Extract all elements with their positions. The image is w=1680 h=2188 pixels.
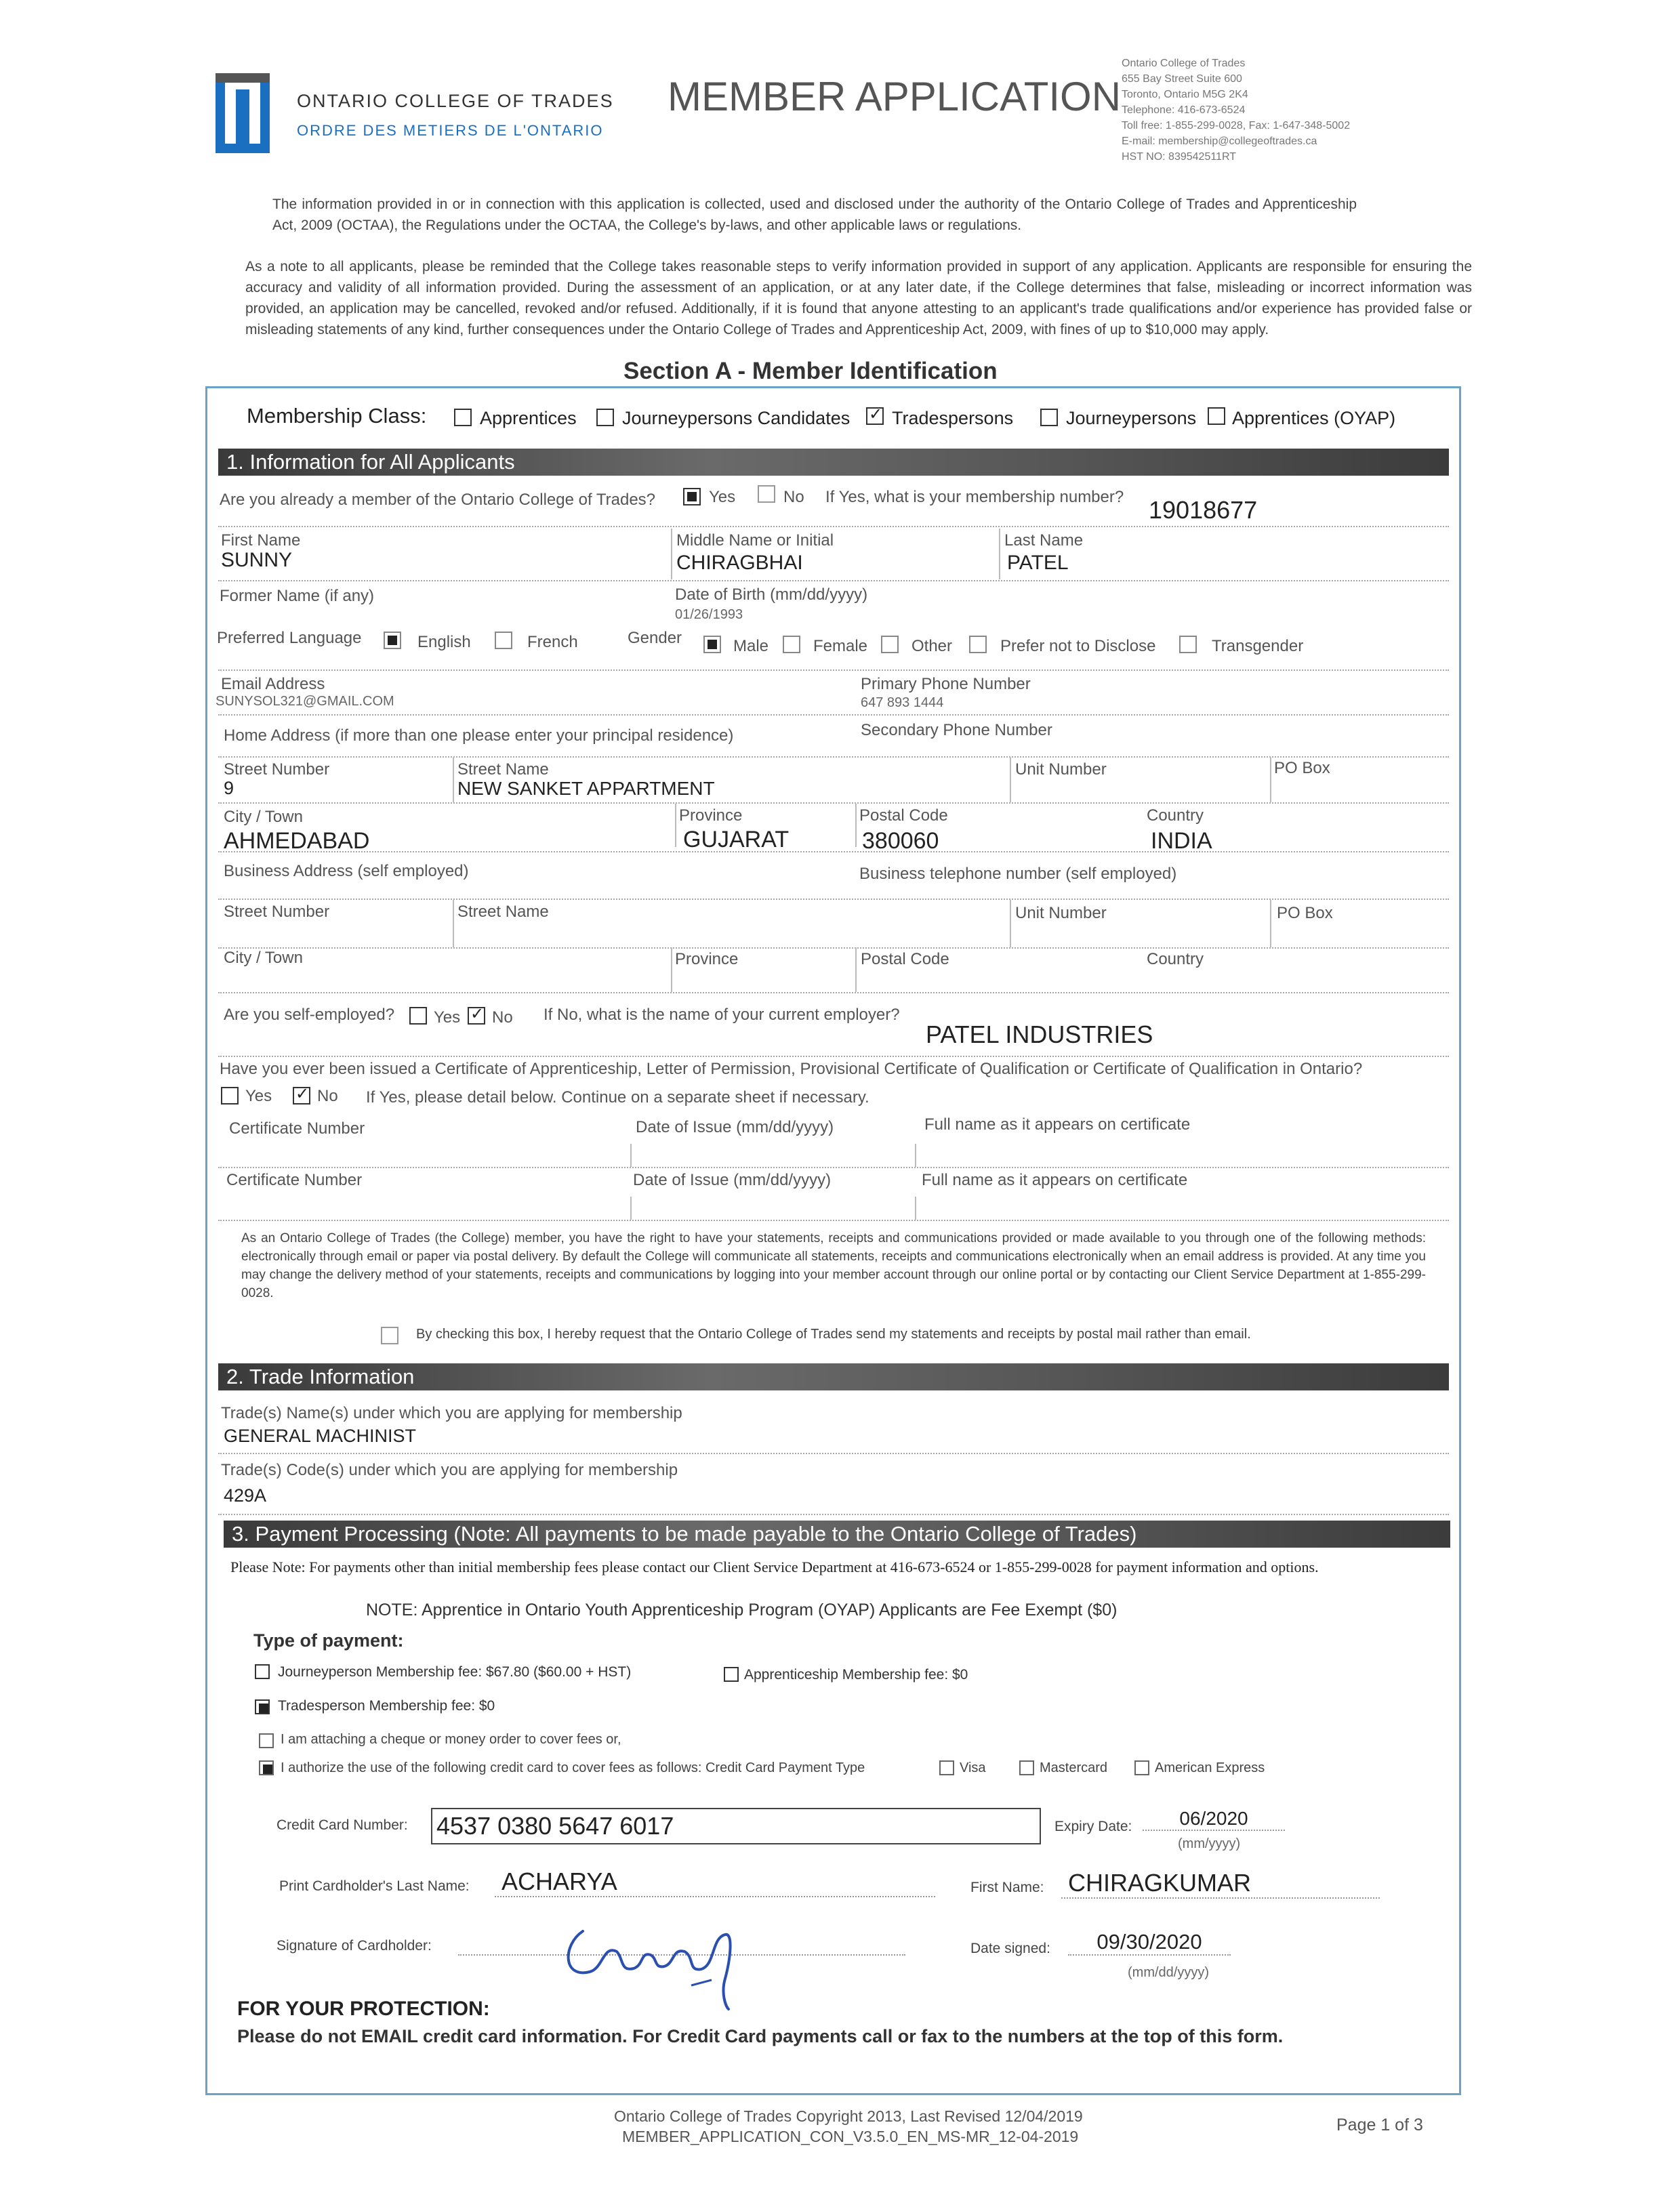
first-name-value[interactable]: SUNNY xyxy=(221,549,293,571)
primary-phone-label: Primary Phone Number xyxy=(861,675,1031,693)
self-employed-no-checkbox[interactable] xyxy=(468,1007,485,1025)
contact-line: HST NO: 839542511RT xyxy=(1122,151,1236,163)
class-journeypersons-label: Journeypersons xyxy=(1066,408,1197,428)
self-employed-question: Are you self-employed? xyxy=(224,1006,395,1024)
section-3-header: 3. Payment Processing (Note: All payments to be made payable to the Ontario College of Trades) xyxy=(224,1521,1450,1548)
french-checkbox[interactable] xyxy=(495,632,512,649)
certificate-detail-text: If Yes, please detail below. Continue on a separate sheet if necessary. xyxy=(366,1088,869,1107)
postal-code-value[interactable]: 380060 xyxy=(862,828,939,854)
cardholder-first-name-label: First Name: xyxy=(970,1880,1044,1895)
full-name-label-1: Full name as it appears on certificate xyxy=(924,1115,1191,1134)
former-name-label: Former Name (if any) xyxy=(220,587,375,605)
transgender-checkbox[interactable] xyxy=(1179,636,1197,653)
province-label: Province xyxy=(679,806,743,825)
date-issue-label-1: Date of Issue (mm/dd/yyyy) xyxy=(636,1118,834,1136)
postal-mail-checkbox[interactable] xyxy=(381,1327,398,1344)
english-label: English xyxy=(417,633,471,651)
tradesperson-fee-label: Tradesperson Membership fee: $0 xyxy=(278,1698,495,1714)
signature-icon xyxy=(556,1904,773,2012)
middle-name-value[interactable]: CHIRAGBHAI xyxy=(676,552,803,574)
biz-unit-number-label: Unit Number xyxy=(1015,904,1107,922)
trade-code-value[interactable]: 429A xyxy=(224,1485,267,1506)
cheque-label: I am attaching a cheque or money order to cover fees or, xyxy=(281,1732,621,1747)
po-box-label: PO Box xyxy=(1274,759,1330,777)
date-signed-format: (mm/dd/yyyy) xyxy=(1128,1965,1209,1980)
footer-page-number: Page 1 of 3 xyxy=(1336,2115,1423,2134)
member-yes-checkbox[interactable] xyxy=(683,488,701,505)
expiry-value[interactable]: 06/2020 xyxy=(1143,1808,1285,1831)
credit-card-label: Credit Card Number: xyxy=(276,1817,408,1833)
street-name-label: Street Name xyxy=(457,760,549,779)
contact-line: 655 Bay Street Suite 600 xyxy=(1122,73,1242,85)
date-issue-label-2: Date of Issue (mm/dd/yyyy) xyxy=(633,1171,832,1189)
first-name-label: First Name xyxy=(221,531,301,550)
cardholder-last-name-value[interactable]: ACHARYA xyxy=(495,1867,935,1897)
female-checkbox[interactable] xyxy=(783,636,800,653)
gender-label: Gender xyxy=(628,629,682,647)
org-name-fr: ORDRE DES METIERS DE L'ONTARIO xyxy=(297,122,604,139)
footer-copyright: Ontario College of Trades Copyright 2013, Last Revised 12/04/2019 xyxy=(614,2107,1083,2125)
page-title: MEMBER APPLICATION xyxy=(668,74,1122,119)
prefer-not-label: Prefer not to Disclose xyxy=(1000,637,1156,655)
contact-line: E-mail: membership@collegeoftrades.ca xyxy=(1122,136,1317,147)
full-name-label-2: Full name as it appears on certificate xyxy=(922,1171,1188,1189)
date-signed-value[interactable]: 09/30/2020 xyxy=(1068,1930,1231,1956)
postal-code-label: Postal Code xyxy=(859,806,948,825)
country-label: Country xyxy=(1147,806,1204,825)
middle-name-label: Middle Name or Initial xyxy=(676,531,834,550)
business-address-label: Business Address (self employed) xyxy=(224,862,469,880)
country-value[interactable]: INDIA xyxy=(1151,828,1212,854)
contact-block xyxy=(1122,56,1350,165)
trade-name-value[interactable]: GENERAL MACHINIST xyxy=(224,1426,417,1446)
street-number-label: Street Number xyxy=(224,760,330,779)
apprenticeship-fee-checkbox[interactable] xyxy=(724,1667,739,1682)
biz-po-box-label: PO Box xyxy=(1277,904,1333,922)
expiry-label: Expiry Date: xyxy=(1054,1819,1132,1834)
intro-paragraph-1: The information provided in or in connection with this application is collected, used and disclosed under the authority of the Ontario College of Trades and Apprenticeship Act, 2009 (OCTAA), the Regulations under the OCTAA, the College's by-laws, and other applicable laws or regulations. xyxy=(272,197,1357,233)
email-value[interactable]: SUNYSOL321@GMAIL.COM xyxy=(216,694,394,709)
protection-text: Please do not EMAIL credit card information. For Credit Card payments call or fax to the numbers at the top of this form. xyxy=(237,2026,1284,2046)
cardholder-last-name-label: Print Cardholder's Last Name: xyxy=(279,1878,470,1894)
tradesperson-fee-checkbox[interactable] xyxy=(255,1699,270,1714)
male-label: Male xyxy=(733,637,769,655)
payment-type-label: Type of payment: xyxy=(253,1630,404,1651)
mastercard-checkbox[interactable] xyxy=(1019,1760,1034,1775)
expiry-format: (mm/yyyy) xyxy=(1178,1836,1241,1851)
business-phone-label: Business telephone number (self employed) xyxy=(859,865,1177,883)
email-label: Email Address xyxy=(221,675,325,693)
date-signed-label: Date signed: xyxy=(970,1941,1050,1956)
member-no-checkbox[interactable] xyxy=(758,485,775,503)
home-address-label: Home Address (if more than one please enter your principal residence) xyxy=(224,726,734,745)
class-apprentices-label: Apprentices xyxy=(480,408,577,428)
certificate-yes-label: Yes xyxy=(245,1087,272,1105)
street-name-value[interactable]: NEW SANKET APPARTMENT xyxy=(457,778,715,799)
credit-card-number-field[interactable]: 4537 0380 5647 6017 xyxy=(431,1808,1041,1844)
section-2-header: 2. Trade Information xyxy=(218,1363,1449,1390)
self-employed-yes-checkbox[interactable] xyxy=(409,1007,427,1025)
journeyperson-fee-label: Journeyperson Membership fee: $67.80 ($60.00 + HST) xyxy=(278,1664,632,1680)
certificate-number-label-1: Certificate Number xyxy=(229,1119,365,1138)
signature-label: Signature of Cardholder: xyxy=(276,1938,432,1954)
other-label: Other xyxy=(911,637,953,655)
primary-phone-value[interactable]: 647 893 1444 xyxy=(861,695,944,710)
preferred-language-label: Preferred Language xyxy=(217,629,362,647)
mastercard-label: Mastercard xyxy=(1040,1760,1108,1775)
section-1-header: 1. Information for All Applicants xyxy=(218,449,1449,476)
other-checkbox[interactable] xyxy=(881,636,899,653)
employer-value[interactable]: PATEL INDUSTRIES xyxy=(926,1020,1153,1048)
dob-value[interactable]: 01/26/1993 xyxy=(675,607,743,622)
last-name-value[interactable]: PATEL xyxy=(1007,552,1069,574)
french-label: French xyxy=(527,633,578,651)
apprentices-oyap-checkbox[interactable] xyxy=(1208,407,1225,425)
class-tradespersons-label: Tradespersons xyxy=(892,408,1014,428)
street-number-value[interactable]: 9 xyxy=(224,778,234,798)
city-value[interactable]: AHMEDABAD xyxy=(224,828,370,854)
authorize-checkbox[interactable] xyxy=(259,1760,274,1775)
cardholder-first-name-value[interactable]: CHIRAGKUMAR xyxy=(1061,1869,1380,1899)
trade-name-label: Trade(s) Name(s) under which you are applying for membership xyxy=(221,1404,682,1422)
unit-number-label: Unit Number xyxy=(1015,760,1107,779)
footer-form-id: MEMBER_APPLICATION_CON_V3.5.0_EN_MS-MR_12-04-2019 xyxy=(622,2128,1079,2145)
amex-label: American Express xyxy=(1155,1760,1265,1775)
apprenticeship-fee-label: Apprenticeship Membership fee: $0 xyxy=(744,1667,968,1683)
journeypersons-candidates-checkbox[interactable] xyxy=(596,409,614,426)
cheque-checkbox[interactable] xyxy=(259,1733,274,1748)
member-question: Are you already a member of the Ontario College of Trades? xyxy=(220,491,656,509)
visa-checkbox[interactable] xyxy=(939,1760,954,1775)
contact-line: Telephone: 416-673-6524 xyxy=(1122,104,1246,116)
logo-icon xyxy=(216,73,270,154)
authorize-label: I authorize the use of the following credit card to cover fees as follows: Credit Card Payment Type xyxy=(281,1760,865,1775)
member-yes-label: Yes xyxy=(709,488,736,506)
biz-postal-code-label: Postal Code xyxy=(861,950,949,968)
employer-question: If No, what is the name of your current employer? xyxy=(544,1006,900,1024)
membership-number-value[interactable]: 19018677 xyxy=(1149,496,1258,524)
city-label: City / Town xyxy=(224,808,303,826)
member-number-question: If Yes, what is your membership number? xyxy=(825,488,1124,506)
secondary-phone-label: Secondary Phone Number xyxy=(861,721,1052,739)
province-value[interactable]: GUJARAT xyxy=(683,827,790,852)
certificate-yes-checkbox[interactable] xyxy=(221,1087,239,1105)
female-label: Female xyxy=(813,637,868,655)
visa-label: Visa xyxy=(960,1760,986,1775)
section-a-title: Section A - Member Identification xyxy=(623,358,998,384)
prefer-not-checkbox[interactable] xyxy=(969,636,987,653)
class-oyap-label: Apprentices (OYAP) xyxy=(1232,408,1396,428)
org-name-en: ONTARIO COLLEGE OF TRADES xyxy=(297,91,614,111)
oyap-note: NOTE: Apprentice in Ontario Youth Apprenticeship Program (OYAP) Applicants are Fee Exempt ($0) xyxy=(366,1601,1118,1619)
self-employed-no-label: No xyxy=(492,1008,513,1027)
tradespersons-checkbox[interactable] xyxy=(866,407,884,425)
biz-country-label: Country xyxy=(1147,950,1204,968)
certificate-number-label-2: Certificate Number xyxy=(226,1171,363,1189)
amex-checkbox[interactable] xyxy=(1134,1760,1149,1775)
apprentices-checkbox[interactable] xyxy=(454,409,472,426)
intro-paragraph-2: As a note to all applicants, please be reminded that the College takes reasonable steps to verify information provided in support of any application. Applicants are responsible for ensuring the accuracy and validity of all information provided. During the assessment of an application, or at any later date, if the College determines that false, misleading or incorrect information was provided, an application may be cancelled, revoked and/or refused. Additionally, if it is found that anyone attesting to an applicant's trade qualifications and/or experience has provided false or misleading statements of any kind, further consequences under the Ontario College of Trades and Apprenticeship Act, 2009, with fines of up to $10,000 may apply. xyxy=(245,259,1472,337)
biz-city-label: City / Town xyxy=(224,949,303,967)
trade-code-label: Trade(s) Code(s) under which you are applying for membership xyxy=(221,1461,678,1479)
biz-province-label: Province xyxy=(675,950,739,968)
payment-note: Please Note: For payments other than initial membership fees please contact our Client Service Department at 416-673-6524 or 1-855-299-0028 for payment information and options. xyxy=(230,1559,1319,1575)
transgender-label: Transgender xyxy=(1212,637,1304,655)
class-journey-candidates-label: Journeypersons Candidates xyxy=(622,408,851,428)
certificate-no-checkbox[interactable] xyxy=(293,1087,310,1105)
journeypersons-checkbox[interactable] xyxy=(1040,409,1058,426)
biz-street-number-label: Street Number xyxy=(224,903,330,921)
delivery-paragraph: As an Ontario College of Trades (the College) member, you have the right to have your statements, receipts and communications provided or made available to you through one of the following methods: electronically through email or paper via postal delivery. By default the College will communicate all statements, receipts and communications electronically when an email address is provided. At any time you may change the delivery method of your statements, receipts and communications by logging into your member account through our online portal or by contacting our Client Service Department at 1-855-299-0028. xyxy=(241,1231,1426,1300)
member-no-label: No xyxy=(783,488,804,506)
contact-line: Toll free: 1-855-299-0028, Fax: 1-647-348-5002 xyxy=(1122,120,1351,131)
contact-line: Toronto, Ontario M5G 2K4 xyxy=(1122,89,1248,100)
dob-label: Date of Birth (mm/dd/yyyy) xyxy=(675,585,868,604)
membership-class-label: Membership Class: xyxy=(247,404,427,428)
protection-title: FOR YOUR PROTECTION: xyxy=(237,1998,490,2020)
certificate-no-label: No xyxy=(317,1087,338,1105)
certificate-question: Have you ever been issued a Certificate of Apprenticeship, Letter of Permission, Provisional Certificate of Qualification or Certificate of Qualification in Ontario? xyxy=(220,1060,1363,1078)
english-checkbox[interactable] xyxy=(384,632,401,649)
last-name-label: Last Name xyxy=(1004,531,1084,550)
self-employed-yes-label: Yes xyxy=(434,1008,461,1027)
postal-mail-request-text: By checking this box, I hereby request that the Ontario College of Trades send my statements and receipts by postal mail rather than email. xyxy=(416,1327,1251,1342)
contact-line: Ontario College of Trades xyxy=(1122,58,1246,69)
male-checkbox[interactable] xyxy=(703,636,721,653)
journeyperson-fee-checkbox[interactable] xyxy=(255,1664,270,1679)
biz-street-name-label: Street Name xyxy=(457,903,549,921)
